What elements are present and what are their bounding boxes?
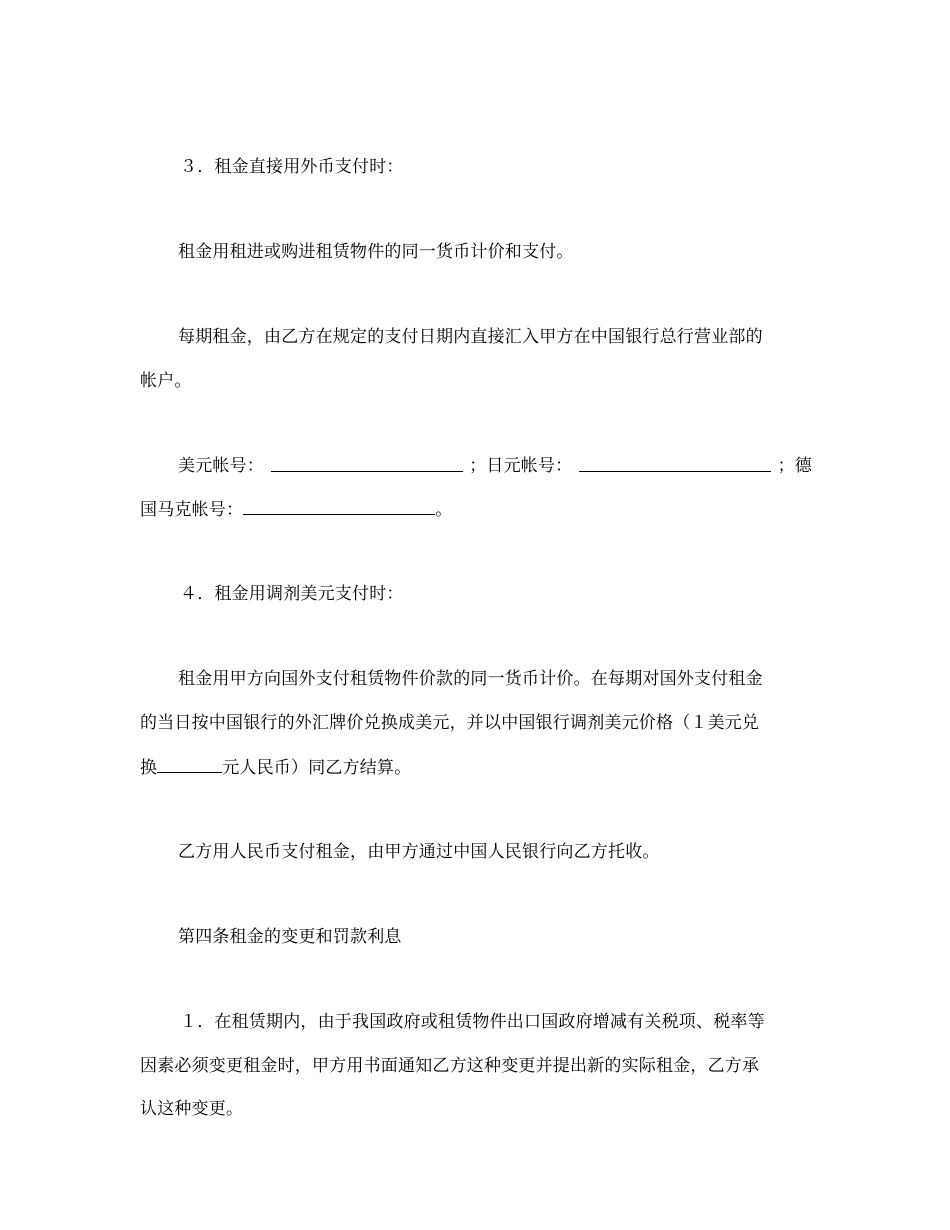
clause-3-heading: ３．租金直接用外币支付时： xyxy=(180,157,404,177)
rate-blank xyxy=(157,755,222,773)
clause-4-heading: ４．租金用调剂美元支付时： xyxy=(180,584,404,604)
clause-1-line-2: 因素必须变更租金时，甲方用书面通知乙方这种变更并提出新的实际租金，乙方承 xyxy=(140,1056,760,1076)
paragraph-swap-line-1: 租金用甲方向国外支付租赁物件价款的同一货币计价。在每期对国外支付租金 xyxy=(178,669,763,689)
account-dm-label-start: ；德 xyxy=(777,456,812,476)
clause-1-line-1: １．在租赁期内，由于我国政府或租赁物件出口国政府增减有关税项、税率等 xyxy=(180,1012,765,1032)
paragraph-text: 每期租金，由乙方在规定的支付日期内直接汇入甲方在中国银行总行营业部的 xyxy=(178,327,763,347)
jpy-account-blank xyxy=(579,454,771,472)
account-usd-label: 美元帐号： xyxy=(178,456,264,476)
article-4-heading: 第四条租金的变更和罚款利息 xyxy=(178,927,402,947)
account-jpy-label: ；日元帐号： xyxy=(469,456,573,476)
account-line-end: 。 xyxy=(435,500,453,520)
swap-text-b: 元人民币）同乙方结算。 xyxy=(222,758,412,778)
clause-1-line-3: 认这种变更。 xyxy=(140,1099,244,1119)
account-dm-label: 国马克帐号： xyxy=(140,500,244,520)
paragraph-payment-line-1 xyxy=(178,325,812,349)
dm-account-blank xyxy=(243,497,435,515)
paragraph-swap-line-2: 的当日按中国银行的外汇牌价兑换成美元，并以中国银行调剂美元价格（１美元兑 xyxy=(140,713,760,733)
swap-text-a: 换 xyxy=(140,758,158,778)
paragraph-swap-line-3 xyxy=(140,755,812,780)
paragraph-currency: 租金用租进或购进租赁物件的同一货币计价和支付。 xyxy=(178,242,574,262)
paragraph-payment-line-2: 帐户。 xyxy=(140,371,192,391)
account-line-2 xyxy=(140,497,812,522)
account-line-1 xyxy=(178,454,812,478)
usd-account-blank xyxy=(271,454,463,472)
paragraph-rmb: 乙方用人民币支付租金，由甲方通过中国人民银行向乙方托收。 xyxy=(178,842,660,862)
